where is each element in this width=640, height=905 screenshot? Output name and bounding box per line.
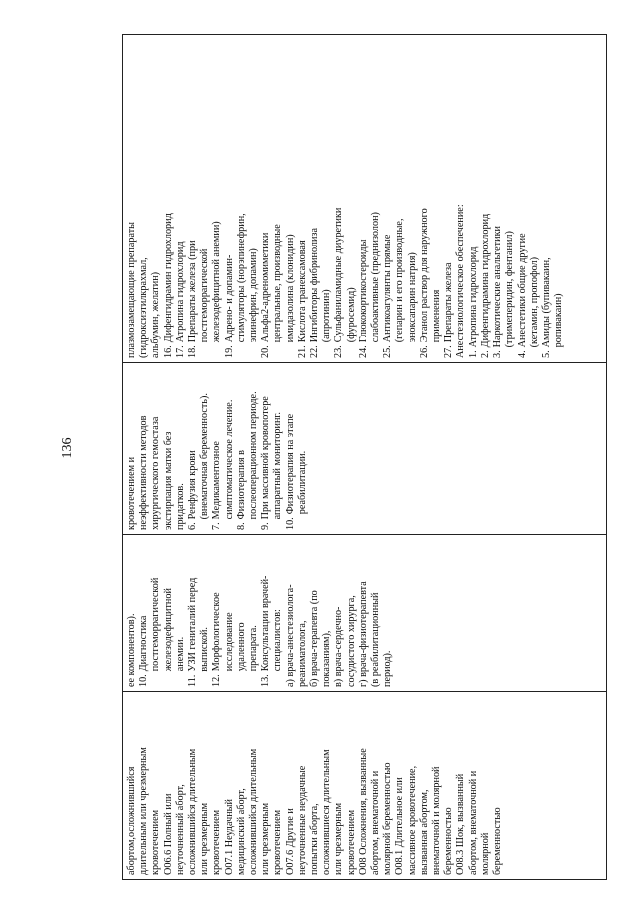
text-line: Глюкокортикостероиды <box>357 239 369 343</box>
list-item-number: 9. <box>260 522 272 530</box>
consult-line: (в реабилитационный <box>370 592 382 687</box>
text-line: придатков. <box>174 483 186 530</box>
list-item <box>187 538 211 687</box>
diagnoses-cell <box>123 692 607 880</box>
list-item-number: 20. <box>260 345 272 358</box>
text-line: реабилитации. <box>296 450 308 515</box>
text-line: Адрено- и допамин- <box>223 254 235 343</box>
clinical-protocol-table <box>122 34 607 880</box>
text-line: Препараты железа (при <box>187 240 199 343</box>
list-item-text <box>480 214 492 348</box>
list-item <box>382 38 419 358</box>
text-line: Ингибиторы фибринолиза <box>309 228 321 343</box>
list-item-text <box>187 393 211 519</box>
list-item-text <box>211 592 260 671</box>
text-line: Консультации врачей- <box>260 575 272 672</box>
text-line: Атропина гидрохлорид <box>467 246 479 348</box>
list-item-text <box>309 228 333 342</box>
text-line: Анестетики общие другие <box>516 233 528 348</box>
treatment-intro <box>126 366 187 530</box>
list-item <box>260 366 284 530</box>
list-item <box>468 38 480 358</box>
list-item-number: 21. <box>296 345 308 358</box>
diagnostics-intro <box>126 538 138 687</box>
diagnosis-line: или чрезмерным <box>333 802 345 875</box>
text-line: Ренфузия крови <box>187 450 199 520</box>
list-item-number: 8. <box>235 522 247 530</box>
list-item-text <box>492 226 516 347</box>
diagnosis-line: кровотечением <box>150 809 162 875</box>
text-line: Диагностика <box>138 615 150 672</box>
list-item <box>309 38 333 358</box>
text-line: кровотечением и <box>126 456 137 530</box>
diagnosis-line: длительным или чрезмерным <box>138 747 150 875</box>
list-item <box>443 38 455 358</box>
text-line: аппаратный мониторинг. <box>272 412 284 520</box>
diagnosis-line: О08.1 Длительное или <box>394 777 406 875</box>
text-line: (кетамин, пропофол) <box>528 256 540 348</box>
treatment-list <box>187 366 309 530</box>
diagnosis-line: осложнившиеся длительным <box>321 749 333 875</box>
diagnosis-line: кровотечением <box>272 809 284 875</box>
diagnosis-line: абортом, внематочной и <box>467 770 479 875</box>
list-item-number: 6. <box>187 522 199 530</box>
list-item-text <box>358 212 382 342</box>
text-line: хирургического гемостаза <box>150 416 162 530</box>
text-line: эпинефрин, допамин) <box>248 248 260 343</box>
text-line: (апротинин) <box>321 289 333 343</box>
list-item-text <box>297 240 309 342</box>
list-item-number: 19. <box>223 345 235 358</box>
list-item <box>480 38 492 358</box>
consult-line: г) врача-физиотерапевта <box>357 581 369 687</box>
text-line: (гепарин и его производные, <box>394 218 406 343</box>
text-line: препарата. <box>248 625 260 672</box>
text-line: железодефицитной анемии) <box>211 221 223 343</box>
text-line: Физиотерапия на этапе <box>284 413 296 515</box>
diagnosis-line: попытки аборта, <box>309 803 321 875</box>
rotated-page <box>122 35 607 880</box>
list-item-number: 3. <box>492 350 504 358</box>
diagnosis-line: О08.3 Шок, вызванный <box>455 773 467 875</box>
list-item-number: 13. <box>260 674 272 687</box>
list-item <box>236 366 260 530</box>
text-line: альбумин, желатин) <box>150 271 162 358</box>
consult-line: реаниматолога, <box>296 620 308 687</box>
text-line: Амиды (бупивакаин, <box>540 257 552 348</box>
list-item-text <box>187 578 211 672</box>
list-item-text <box>163 213 175 342</box>
text-line: (гидроксиэтилкрахмал, <box>138 257 150 358</box>
list-item-number: 22. <box>309 345 321 358</box>
list-item-number: 26. <box>418 345 430 358</box>
consult-line: период). <box>382 650 394 687</box>
list-item-number: 12. <box>211 674 223 687</box>
list-item-text <box>236 391 260 519</box>
diagnosis-line: О08 Осложнения, вызванные <box>357 748 369 875</box>
text-line: (фуросемид) <box>345 287 357 343</box>
list-item <box>211 538 260 687</box>
list-item-text <box>224 213 261 342</box>
drugs-list <box>163 38 456 358</box>
anesthesia-list <box>468 38 566 358</box>
text-line: ропивакаин) <box>553 293 565 348</box>
diagnosis-line: внематочной и молярной <box>431 766 443 875</box>
text-line: Морфологическое <box>211 592 223 672</box>
consult-line: б) врача-терапевта (по <box>309 590 321 687</box>
text-line: Медикаментозное <box>211 441 223 520</box>
diagnosis-line: кровотечением <box>345 809 357 875</box>
text-line: Альфа2-адреномиметики <box>260 232 272 343</box>
list-item <box>211 366 235 530</box>
list-item-number: 4. <box>516 350 528 358</box>
diagnosis-line: осложнившийся длительным <box>248 748 260 875</box>
diagnostics-cell <box>123 535 607 692</box>
text-line: ее компонентов). <box>126 613 137 687</box>
drugs-intro <box>126 38 163 358</box>
list-item <box>175 38 187 358</box>
diagnoses-list <box>126 695 504 875</box>
diagnosis-line: О07.1 Неудачный <box>223 799 235 875</box>
list-item-number: 23. <box>333 345 345 358</box>
diagnosis-line: беременностью <box>492 807 504 875</box>
consult-line: сосудистого хирурга, <box>345 595 357 687</box>
list-item-number: 10. <box>284 517 296 530</box>
text-line: Этанол раствор для наружного <box>418 208 430 343</box>
list-item <box>492 38 516 358</box>
list-item-text <box>419 208 443 342</box>
diagnosis-line: молярной беременностью <box>382 762 394 875</box>
diagnosis-line: абортом, внематочной и <box>370 770 382 875</box>
list-item <box>138 538 187 687</box>
list-item <box>260 538 284 687</box>
diagnosis-line: молярной <box>479 832 491 875</box>
text-line: анемии. <box>174 636 186 672</box>
diagnosis-line: медицинский аборт, <box>235 788 247 875</box>
text-line: Препараты железа <box>443 262 455 343</box>
list-item <box>285 366 309 530</box>
list-item-text <box>333 208 357 343</box>
table-row <box>123 35 607 880</box>
diagnosis-line: кровотечением <box>211 809 223 875</box>
diagnostics-list <box>138 538 284 687</box>
text-line: специалистов: <box>272 609 284 672</box>
text-line: УЗИ гениталий перед <box>187 577 199 672</box>
list-item-text <box>443 262 455 342</box>
consult-line: показаниям), <box>321 630 333 687</box>
list-item-number: 17. <box>174 345 186 358</box>
consult-line: а) врача-анестезиолога- <box>284 584 296 687</box>
text-line: плазмозамещающие препараты <box>126 221 137 358</box>
list-item-text <box>468 247 480 348</box>
page-number: 136 <box>60 437 75 459</box>
list-item-text <box>382 218 419 342</box>
text-line: Атропина гидрохлорид <box>174 241 186 343</box>
anesthesia-heading: Анестезиологическое обеспечение: <box>455 204 467 358</box>
text-line: центральные, производные <box>272 224 284 343</box>
text-line: Сульфаниламидные диуретики <box>333 207 345 343</box>
list-item-text <box>260 224 297 342</box>
text-line: постгеморрагической <box>150 577 162 672</box>
text-line: стимуляторы (норэпинефрин, <box>235 213 247 343</box>
text-line: имидазолина (клонидин) <box>284 234 296 343</box>
consult-line: в) врача-сердечно- <box>333 606 345 687</box>
diagnosis-line: вызванная абортом, <box>418 789 430 875</box>
list-item-number: 24. <box>357 345 369 358</box>
text-line: выпиской. <box>199 627 211 672</box>
list-item-number: 11. <box>187 674 199 687</box>
list-item-text <box>211 400 235 520</box>
list-item-text <box>541 257 565 347</box>
list-item-text <box>175 241 187 342</box>
treatment-cell <box>123 363 607 535</box>
text-line: симптоматическое лечение. <box>223 399 235 520</box>
list-item-text <box>260 396 284 519</box>
diagnosis-line: осложнившийся длительным <box>187 748 199 875</box>
list-item <box>517 38 541 358</box>
list-item-text <box>517 233 541 347</box>
text-line: Кислота транексамовая <box>296 240 308 343</box>
list-item-number: 5. <box>540 350 552 358</box>
drugs-cell <box>123 35 607 363</box>
list-item <box>358 38 382 358</box>
consults-list <box>285 538 395 687</box>
text-line: эноксапарин натрия) <box>406 252 418 343</box>
text-line: Наркотические анальгетики <box>492 226 504 348</box>
diagnosis-line: неуточненные неудачные <box>296 765 308 875</box>
text-line: слабоактивные (преднизолон) <box>370 212 382 343</box>
list-item-number: 16. <box>162 345 174 358</box>
diagnosis-line: О07.6 Другие и <box>284 808 296 875</box>
list-item <box>419 38 443 358</box>
list-item-number: 25. <box>382 345 394 358</box>
text-line: постгеморрагической <box>199 248 211 343</box>
text-line: Дифенгидрамин гидрохлорид <box>162 213 174 343</box>
list-item <box>297 38 309 358</box>
diagnosis-line: беременностью <box>443 807 455 875</box>
text-line: применения <box>431 289 443 343</box>
list-item-number: 10. <box>138 674 150 687</box>
text-line: неэффективности методов <box>138 415 150 530</box>
list-item-number: 1. <box>467 350 479 358</box>
list-item <box>163 38 175 358</box>
list-item <box>260 38 297 358</box>
text-line: удаленного <box>235 622 247 672</box>
text-line: послеоперационном периоде. <box>248 391 260 520</box>
list-item <box>187 366 211 530</box>
text-line: (тримеперидин, фентанил) <box>504 231 516 348</box>
list-item-text <box>285 414 309 514</box>
list-item-number: 27. <box>443 345 455 358</box>
text-line: экстирпация матки без <box>162 431 174 530</box>
list-item <box>187 38 224 358</box>
list-item-text <box>260 576 284 672</box>
list-item <box>333 38 357 358</box>
diagnosis-line: массивное кровотечение, <box>406 765 418 875</box>
list-item-text <box>187 221 224 342</box>
text-line: Физиотерапия в <box>235 450 247 520</box>
text-line: (внематочная беременность). <box>199 393 211 520</box>
list-item <box>224 38 261 358</box>
text-line: При массивной кровопотере <box>260 396 272 520</box>
diagnosis-line: О06.6 Полный или <box>162 793 174 875</box>
diagnosis-line: абортом,осложнившийся <box>126 766 137 875</box>
list-item-number: 18. <box>187 345 199 358</box>
text-line: исследование <box>223 612 235 672</box>
diagnosis-line: или чрезмерным <box>199 802 211 875</box>
text-line: Дифенгидрамина гидрохлорид <box>479 213 491 348</box>
list-item-number: 2. <box>479 350 491 358</box>
list-item-number: 7. <box>211 522 223 530</box>
text-line: Антикоагулянты прямые <box>382 234 394 343</box>
diagnosis-line: неуточненный аборт, <box>174 784 186 875</box>
list-item-text <box>138 578 187 672</box>
diagnosis-line: или чрезмерным <box>260 802 272 875</box>
list-item <box>541 38 565 358</box>
text-line: железодефицитной <box>162 588 174 672</box>
